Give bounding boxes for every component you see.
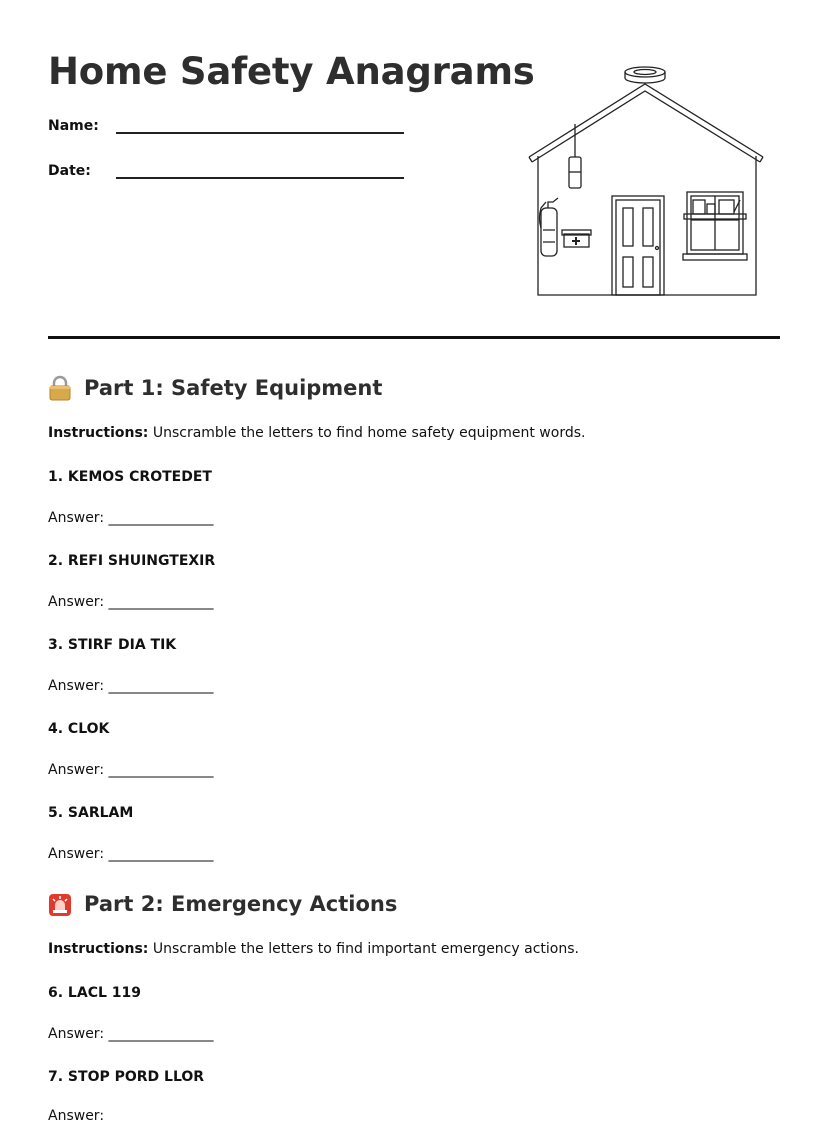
answer-6[interactable]: Answer: _______________ [48, 1026, 214, 1042]
answer-5[interactable]: Answer: _______________ [48, 846, 214, 862]
question-6: 6. LACL 119 [48, 985, 141, 1001]
answer-7[interactable]: Answer: [48, 1108, 105, 1124]
house-safety-illustration [526, 62, 772, 300]
door-icon [612, 196, 664, 295]
date-input-line[interactable] [116, 177, 404, 179]
question-1: 1. KEMOS CROTEDET [48, 469, 212, 485]
house-roof [529, 84, 763, 162]
part1-instructions-text: Unscramble the letters to find home safety equipment words. [148, 425, 586, 441]
part2-instructions-text: Unscramble the letters to find important emergency actions. [148, 941, 579, 957]
question-5: 5. SARLAM [48, 805, 134, 821]
part1-heading [48, 375, 382, 401]
part1-instructions [48, 425, 585, 441]
part2-heading [48, 891, 397, 917]
answer-4[interactable]: Answer: _______________ [48, 762, 214, 778]
fire-extinguisher-icon [540, 198, 559, 256]
section-divider [48, 336, 780, 339]
hanging-lamp-icon [569, 124, 581, 188]
question-7: 7. STOP PORD LLOR [48, 1069, 205, 1085]
question-3: 3. STIRF DIA TIK [48, 637, 177, 653]
part1-heading-text: Part 1: Safety Equipment [84, 376, 383, 400]
first-aid-kit-icon [562, 230, 591, 247]
answer-1[interactable]: Answer: _______________ [48, 510, 214, 526]
house-walls [538, 156, 756, 295]
date-field [48, 163, 91, 179]
window-icon [683, 192, 747, 260]
part1-instructions-label: Instructions: [48, 425, 149, 441]
answer-3[interactable]: Answer: _______________ [48, 678, 214, 694]
name-field [48, 118, 99, 134]
siren-icon [48, 891, 72, 917]
date-label: Date: [48, 163, 91, 179]
part2-instructions-label: Instructions: [48, 941, 149, 957]
part2-heading-text: Part 2: Emergency Actions [84, 892, 398, 916]
question-4: 4. CLOK [48, 721, 110, 737]
answer-2[interactable]: Answer: _______________ [48, 594, 214, 610]
part2-instructions [48, 941, 579, 957]
name-input-line[interactable] [116, 132, 404, 134]
name-label: Name: [48, 118, 99, 134]
question-2: 2. REFI SHUINGTEXIR [48, 553, 216, 569]
lock-icon [48, 375, 72, 401]
smoke-detector-icon [625, 67, 665, 83]
page-title: Home Safety Anagrams [48, 50, 535, 93]
